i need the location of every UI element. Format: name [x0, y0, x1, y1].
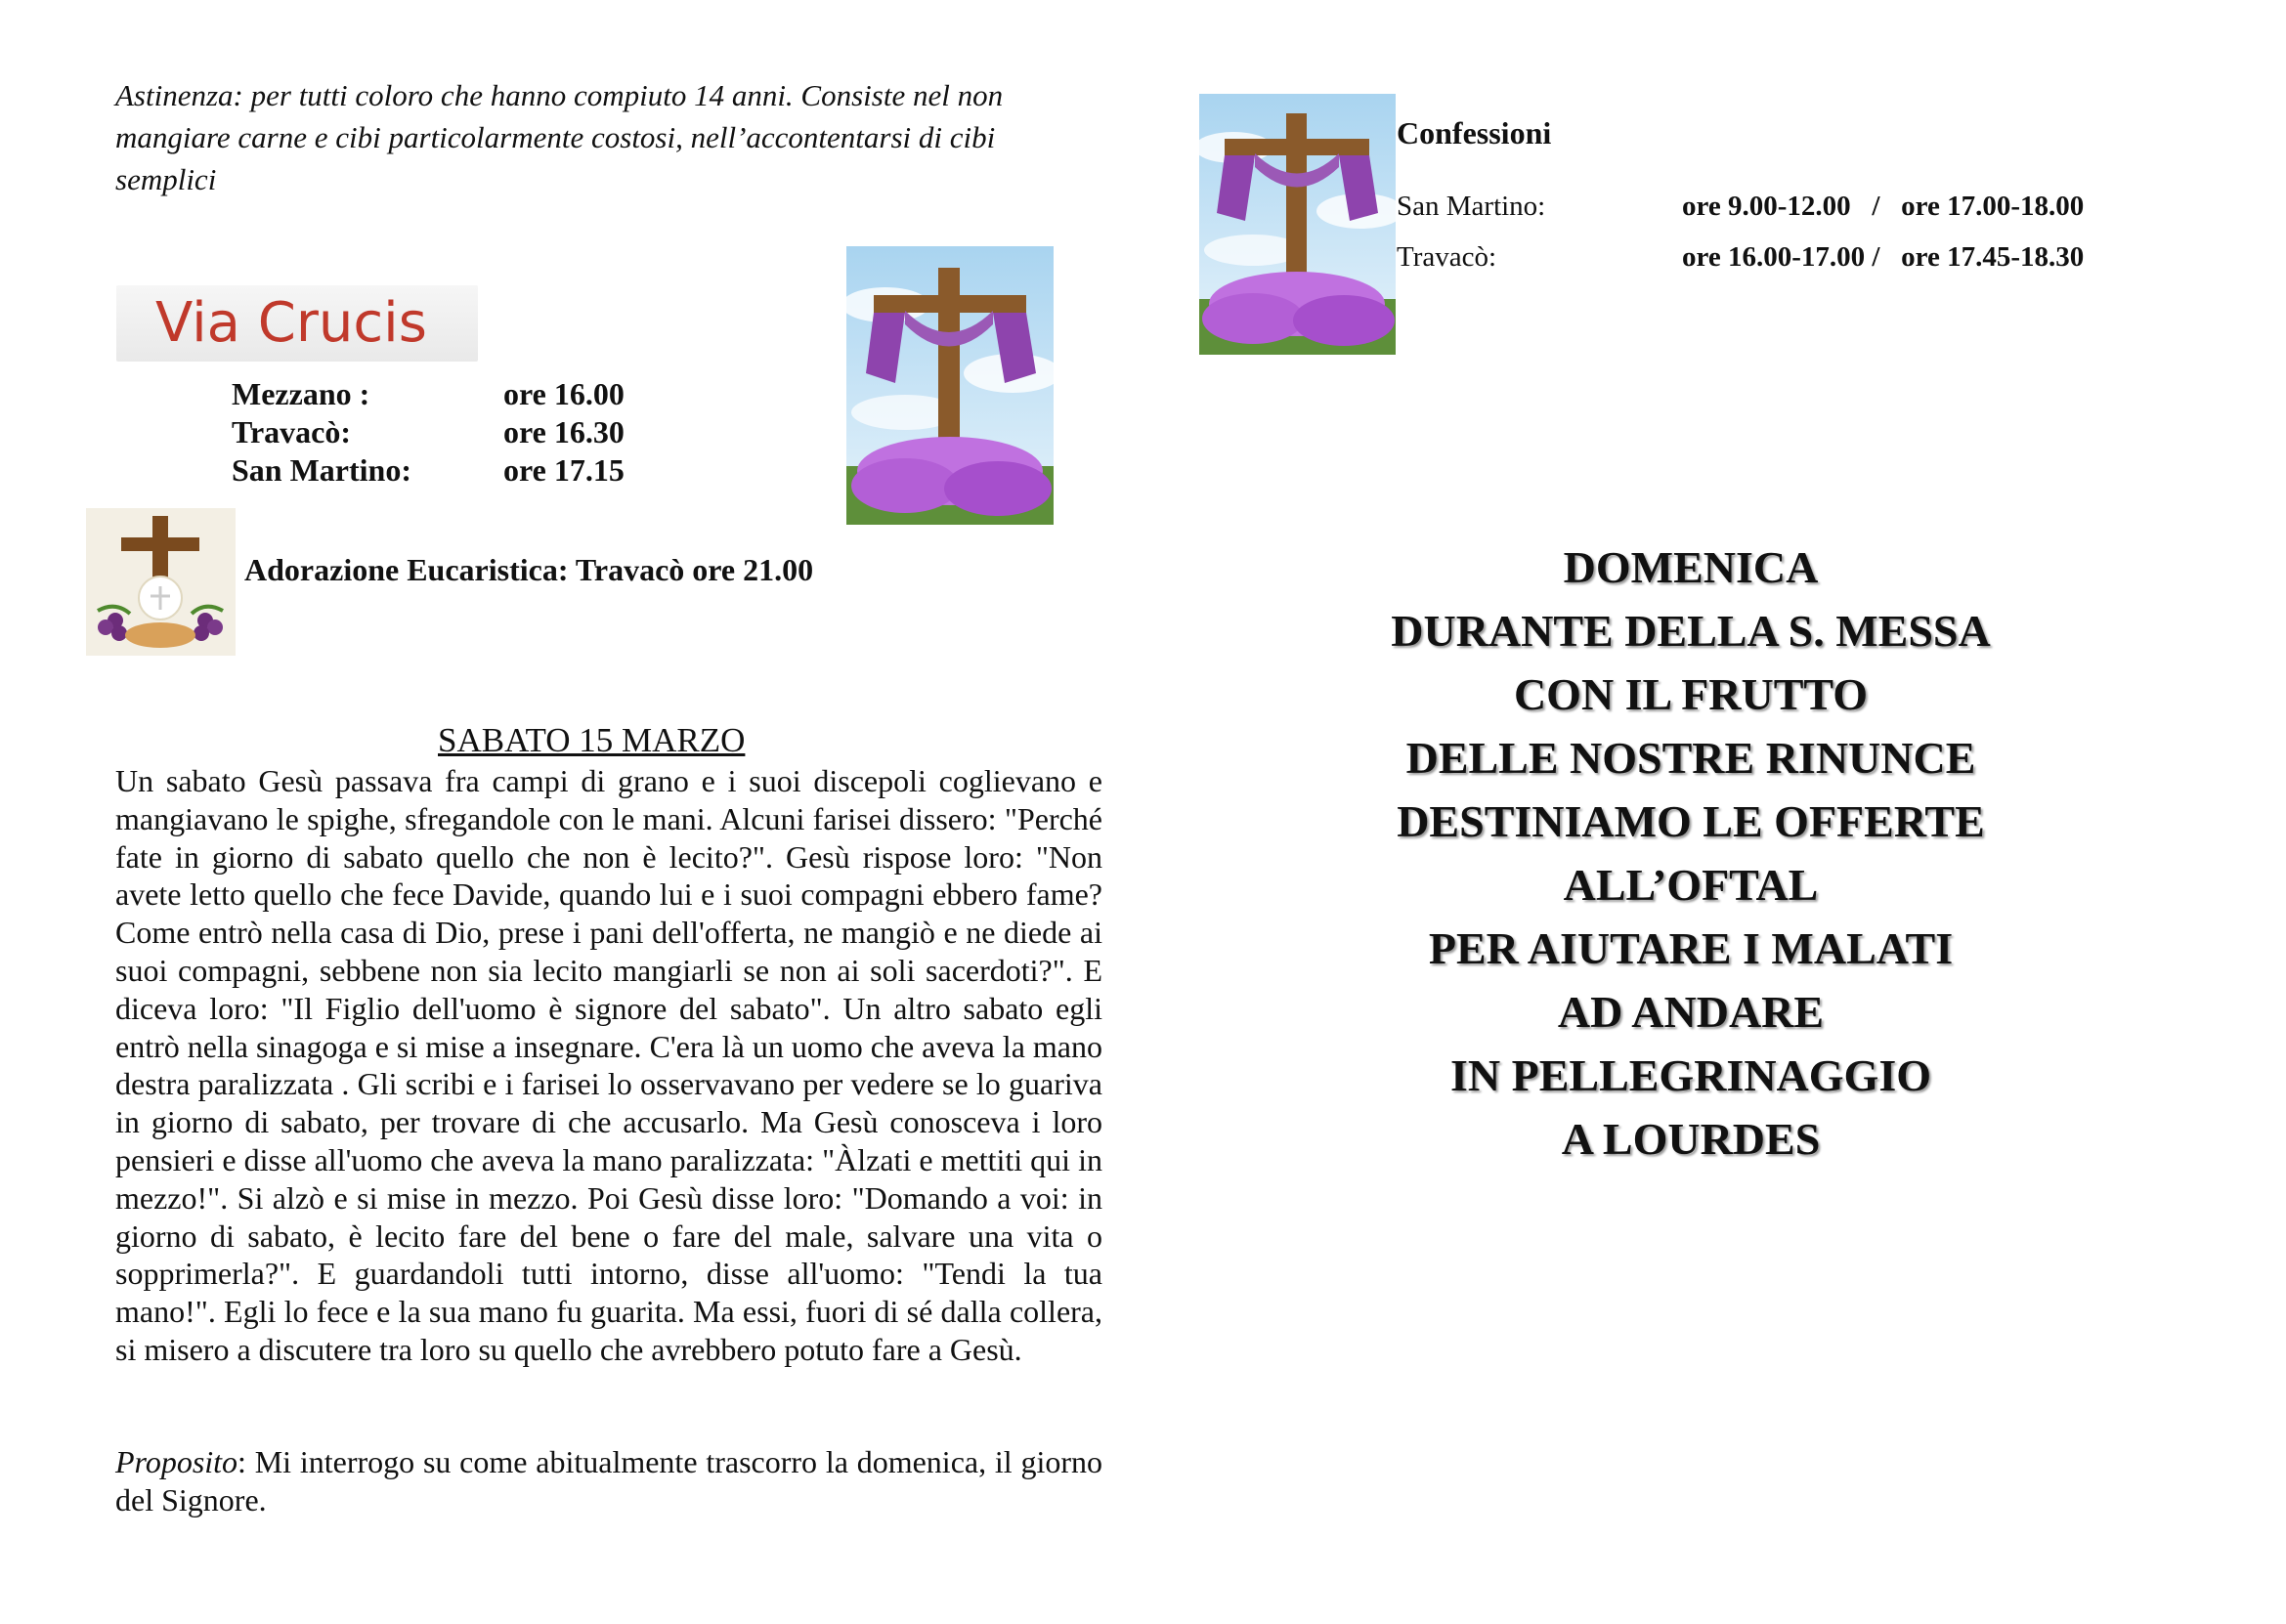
via-crucis-logo — [116, 285, 478, 362]
proposito-text: : Mi interrogo su come abitualmente trascorro la domenica, il giorno del Signore. — [115, 1444, 1102, 1517]
announcement-line: AD ANDARE — [1557, 987, 1825, 1037]
via-crucis-place: Mezzano : — [232, 376, 370, 411]
announcement-line: ALL’OFTAL — [1563, 860, 1819, 910]
announcement-line: CON IL FRUTTO — [1513, 669, 1869, 719]
proposito-paragraph — [115, 1443, 1102, 1519]
confessioni-place: Travacò: — [1397, 241, 1497, 273]
confessioni-row — [1397, 241, 2084, 274]
proposito-label: Proposito — [115, 1444, 238, 1479]
oftal-announcement — [1290, 535, 2092, 1171]
via-crucis-logo-text: Via Crucis — [155, 291, 427, 355]
astinenza-paragraph: Astinenza: per tutti coloro che hanno compiuto 14 anni. Consiste nel non mangiare carne e cibi particolarmente costosi, nell’accontentarsi di cibi semplici — [115, 78, 1004, 196]
via-crucis-schedule — [232, 375, 625, 490]
confessioni-row — [1397, 191, 2084, 223]
announcement-line: PER AIUTARE I MALATI — [1428, 923, 1954, 973]
adorazione-eucaristica: Adorazione Eucaristica: Travacò ore 21.00 — [244, 552, 814, 587]
via-crucis-row — [232, 451, 625, 490]
via-crucis-row — [232, 375, 625, 413]
announcement-line: DURANTE DELLA S. MESSA — [1391, 606, 1991, 656]
confessioni-times: ore 9.00-12.00 / ore 17.00-18.00 — [1682, 191, 2085, 222]
announcement-line: DELLE NOSTRE RINUNCE — [1405, 733, 1976, 783]
eucharist-cross-image — [86, 508, 236, 656]
announcement-line: DOMENICA — [1563, 542, 1819, 592]
announcement-line: A LOURDES — [1561, 1114, 1821, 1164]
via-crucis-row — [232, 413, 625, 451]
via-crucis-time: ore 16.00 — [503, 376, 625, 411]
cross-purple-drape-image — [846, 246, 1054, 525]
via-crucis-time: ore 16.30 — [503, 414, 625, 449]
cross-purple-drape-image — [1199, 94, 1396, 355]
announcement-line: IN PELLEGRINAGGIO — [1449, 1050, 1932, 1100]
via-crucis-place: Travacò: — [232, 414, 352, 449]
confessioni-place: San Martino: — [1397, 191, 1546, 222]
gospel-text: Un sabato Gesù passava fra campi di grano e i suoi discepoli coglievano e mangiavano le spighe, sfregandole con le mani. Alcuni farisei dissero: "Perché fate in giorno di sabato quello che non è lecito?". Gesù rispose loro: "Non avete letto quello che fece Davide, quando lui e i suoi compagni ebbero fame? Come entrò nella casa di Dio, prese i pani dell'offerta, ne mangiò e ne diede ai suoi compagni, sebbene non sia lecito mangiarli se non ai soli sacerdoti?". E diceva loro: "Il Figlio dell'uomo è signore del sabato". Un altro sabato egli entrò nella sinagoga e si mise a insegnare. C'era là un uomo che aveva la mano destra paralizzata . Gli scribi e i farisei lo osservavano per vedere se lo guariva in giorno di sabato, per trovare di che accusarlo. Ma Gesù conosceva i loro pensieri e disse all'uomo che aveva la mano paralizzata: "Àlzati e mettiti qui in mezzo!". Si alzò e si mise in mezzo. Poi Gesù disse loro: "Domando a voi: in giorno di sabato, è lecito fare del bene o fare del male, salvare una vita o sopprimerla?". E guardandoli tutti intorno, disse all'uomo: "Tendi la tua mano!". Egli lo fece e la sua mano fu guarita. Ma essi, fuori di sé dalla collera, si misero a discutere tra loro su quello che avrebbero potuto fare a Gesù. — [115, 763, 1102, 1367]
confessioni-title: Confessioni — [1397, 115, 1552, 150]
sabato-title: SABATO 15 MARZO — [438, 721, 746, 759]
via-crucis-place: San Martino: — [232, 452, 411, 488]
via-crucis-time: ore 17.15 — [503, 452, 625, 488]
announcement-line: DESTINIAMO LE OFFERTE — [1397, 796, 1985, 846]
confessioni-times: ore 16.00-17.00 / ore 17.45-18.30 — [1682, 241, 2085, 273]
